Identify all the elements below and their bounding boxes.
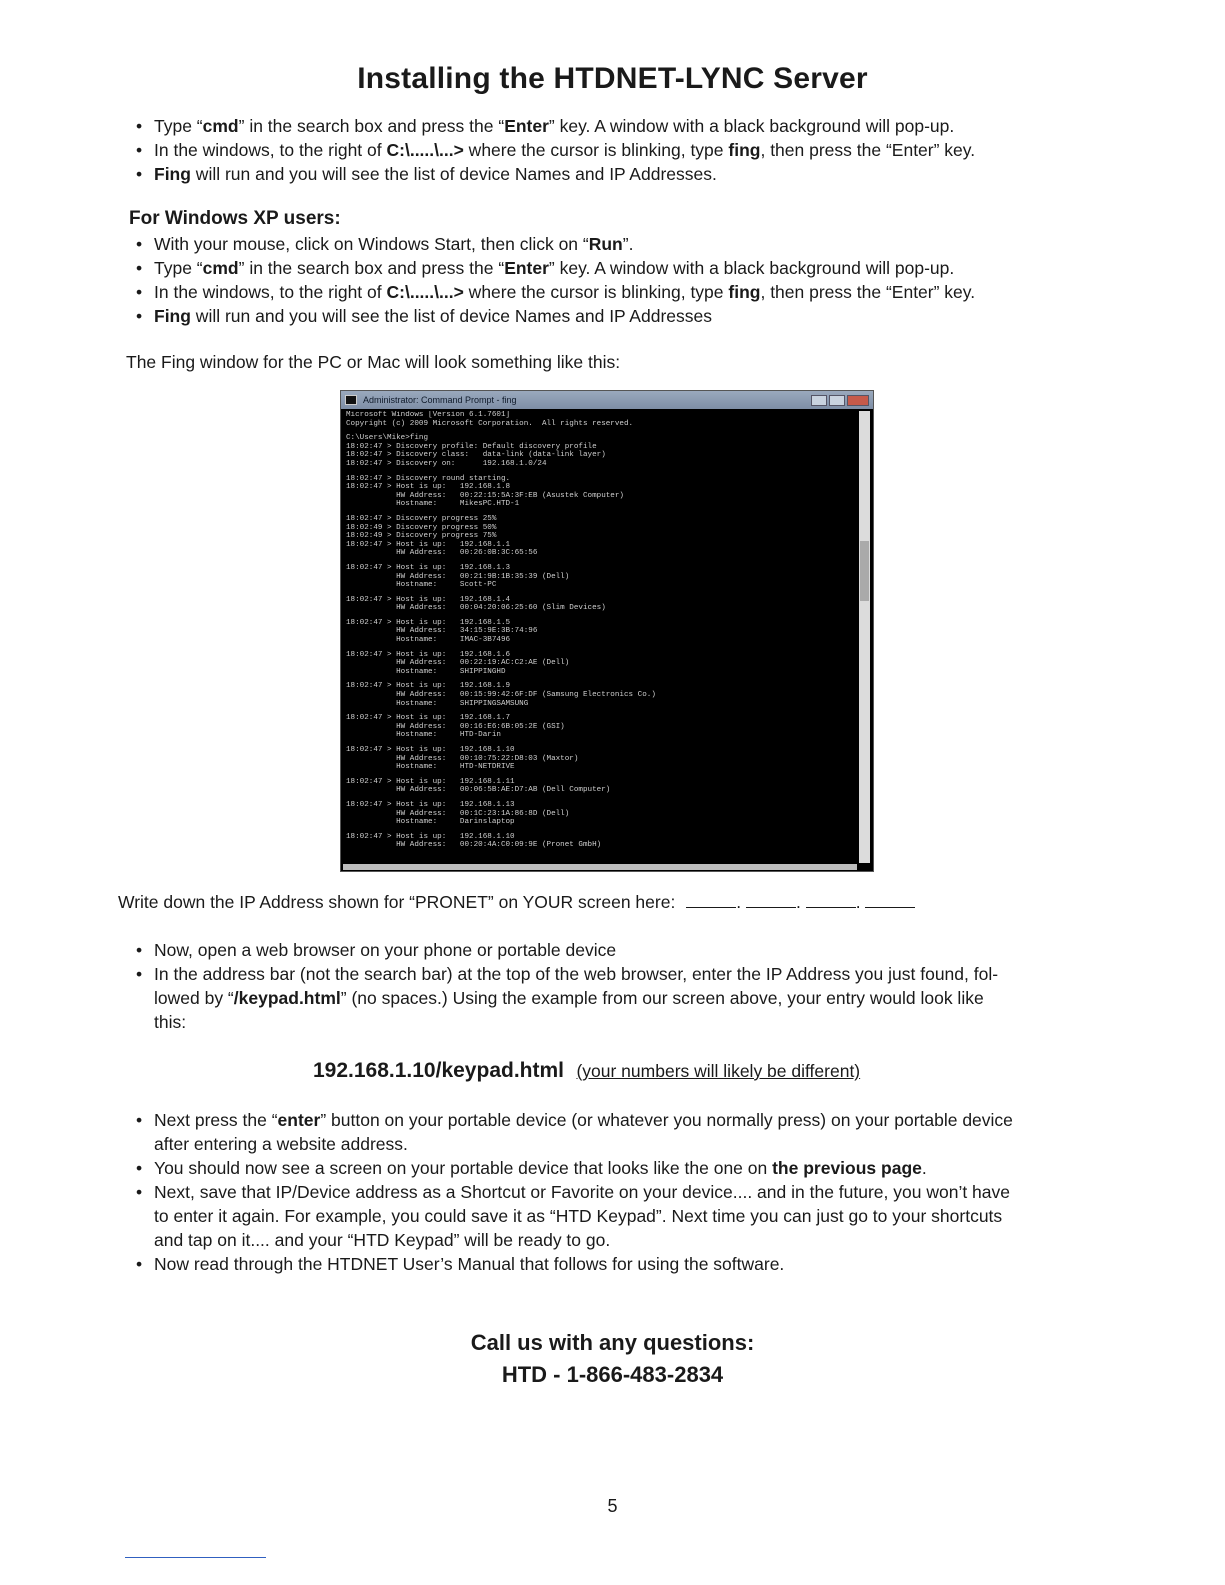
bullet-text: Next press the “ xyxy=(154,1110,278,1130)
bullet-text: Type “ xyxy=(154,258,203,278)
final-steps-list xyxy=(136,1108,1136,1276)
maximize-icon xyxy=(829,395,845,406)
console-line: HW Address: 00:20:4A:C0:09:9E (Pronet GmbH) xyxy=(346,841,602,850)
bullet-text: In the windows, to the right of xyxy=(154,282,387,302)
console-line: 18:02:47 > Host is up: 192.168.1.7 xyxy=(346,714,511,723)
console-line: 18:02:47 > Host is up: 192.168.1.5 xyxy=(346,618,511,627)
console-line: 18:02:47 > Host is up: 192.168.1.8 xyxy=(346,483,511,492)
command-prompt-screenshot xyxy=(340,390,874,872)
bullet-text: . xyxy=(921,1158,927,1178)
bullet-text: ” key. A window with a black background will pop-up. xyxy=(548,116,955,136)
bullet-text: after entering a website address. xyxy=(154,1134,408,1154)
console-line: 18:02:49 > Discovery progress 75% xyxy=(346,532,497,541)
list-item xyxy=(136,114,975,138)
keypad-path: /keypad.html xyxy=(233,988,341,1008)
console-line: Hostname: SHIPPINGHD xyxy=(346,667,506,676)
example-url: 192.168.1.10/keypad.html xyxy=(313,1059,564,1082)
list-item xyxy=(136,1108,1136,1156)
command-prompt-output xyxy=(346,411,855,863)
bullet-text: ” (no spaces.) Using the example from our screen above, your entry would look like xyxy=(340,988,984,1008)
list-item xyxy=(136,304,975,328)
bullet-text: ” key. A window with a black background will pop-up. xyxy=(548,258,955,278)
list-item xyxy=(136,962,1126,1034)
console-line: 18:02:47 > Discovery on: 192.168.1.0/24 xyxy=(346,459,547,468)
contact-heading: Call us with any questions: xyxy=(470,1330,755,1355)
console-line: Hostname: IMAC-3B7496 xyxy=(346,636,511,645)
list-item xyxy=(136,232,975,256)
console-line: 18:02:47 > Discovery round starting. xyxy=(346,474,511,483)
bold-term: fing xyxy=(728,282,761,302)
example-note: (your numbers will likely be different) xyxy=(576,1061,861,1081)
bold-term: Enter xyxy=(504,258,549,278)
bullet-text: Now, open a web browser on your phone or portable device xyxy=(154,940,617,960)
console-line: Copyright (c) 2009 Microsoft Corporation. All rights reserved. xyxy=(346,419,634,428)
console-line: Microsoft Windows [Version 6.1.7601] xyxy=(346,411,511,419)
list-item xyxy=(136,1156,1136,1180)
list-item xyxy=(136,138,975,162)
console-line: HW Address: 00:22:15:5A:3F:EB (Asustek Computer) xyxy=(346,491,624,500)
console-line: HW Address: 00:04:20:06:25:60 (Slim Devices) xyxy=(346,604,606,613)
console-line: HW Address: 00:06:5B:AE:D7:AB (Dell Computer) xyxy=(346,786,611,795)
console-line: HW Address: 00:15:99:42:6F:DF (Samsung Electronics Co.) xyxy=(346,691,656,700)
console-line: 18:02:47 > Host is up: 192.168.1.1 xyxy=(346,540,511,549)
footer-rule xyxy=(125,1557,266,1558)
console-line: 18:02:49 > Discovery progress 50% xyxy=(346,523,497,532)
console-line: HW Address: 00:26:0B:3C:65:56 xyxy=(346,549,538,558)
bullet-text: ”. xyxy=(622,234,634,254)
xp-heading: For Windows XP users: xyxy=(129,208,341,229)
bullet-text: , then press the “Enter” key. xyxy=(760,282,976,302)
console-line: 18:02:47 > Host is up: 192.168.1.6 xyxy=(346,650,511,659)
console-line: Hostname: Darinslaptop xyxy=(346,818,515,827)
console-line: 18:02:47 > Host is up: 192.168.1.9 xyxy=(346,682,511,691)
bold-term: C:\.....\...> xyxy=(386,282,464,302)
page-title: Installing the HTDNET-LYNC Server xyxy=(357,62,868,95)
list-item xyxy=(136,162,975,186)
bullet-text: ” button on your portable device (or whatever you normally press) on your portable device xyxy=(320,1110,1013,1130)
list-item xyxy=(136,1180,1136,1252)
console-line: Hostname: Scott-PC xyxy=(346,581,497,590)
command-prompt-hscrollbar xyxy=(343,864,857,870)
intro-steps-list xyxy=(136,114,975,186)
bullet-text: , then press the “Enter” key. xyxy=(760,140,976,160)
bold-term: Enter xyxy=(504,116,549,136)
write-down-line xyxy=(118,892,915,913)
console-line: C:\Users\Mike>fing xyxy=(346,434,429,443)
minimize-icon xyxy=(811,395,827,406)
ip-dot: . xyxy=(736,892,742,912)
ip-blank-1 xyxy=(686,892,736,908)
list-item xyxy=(136,280,975,304)
command-prompt-title: Administrator: Command Prompt - fing xyxy=(363,395,517,405)
bullet-text: where the cursor is blinking, type xyxy=(463,140,729,160)
bullet-text: where the cursor is blinking, type xyxy=(463,282,729,302)
console-line: HW Address: 00:22:19:AC:C2:AE (Dell) xyxy=(346,659,570,668)
bullet-text: Type “ xyxy=(154,116,203,136)
bold-term: Fing xyxy=(154,306,191,326)
bullet-text: ” in the search box and press the “ xyxy=(238,258,505,278)
ip-blank-4 xyxy=(865,892,915,908)
list-item xyxy=(136,1252,1136,1276)
console-line: 18:02:47 > Discovery progress 25% xyxy=(346,514,497,523)
bold-term: fing xyxy=(728,140,761,160)
console-line: 18:02:47 > Host is up: 192.168.1.4 xyxy=(346,595,511,604)
bold-term: Run xyxy=(588,234,623,254)
bullet-text: ” in the search box and press the “ xyxy=(238,116,505,136)
list-item xyxy=(136,938,1126,962)
enter-key-label: enter xyxy=(277,1110,321,1130)
bullet-text: Next, save that IP/Device address as a Shortcut or Favorite on your device.... and in the future, you won’t have xyxy=(154,1182,1011,1202)
example-url-line xyxy=(313,1059,860,1083)
console-line: HW Address: 00:16:E6:6B:05:2E (GSI) xyxy=(346,722,565,731)
bullet-text: You should now see a screen on your portable device that looks like the one on xyxy=(154,1158,773,1178)
close-icon xyxy=(847,395,869,406)
console-line: 18:02:47 > Host is up: 192.168.1.10 xyxy=(346,746,515,754)
ip-dot: . xyxy=(855,892,861,912)
console-line: 18:02:47 > Host is up: 192.168.1.3 xyxy=(346,563,511,572)
console-line: 18:02:47 > Discovery class: data-link (data-link layer) xyxy=(346,451,606,460)
bullet-text: this: xyxy=(154,1012,187,1032)
xp-steps-list xyxy=(136,232,975,328)
bold-term: C:\.....\...> xyxy=(386,140,464,160)
fing-intro-text: The Fing window for the PC or Mac will look something like this: xyxy=(126,352,621,372)
console-line: Hostname: MikesPC.HTD-1 xyxy=(346,500,520,509)
write-down-text: Write down the IP Address shown for “PRONET” on YOUR screen here: xyxy=(118,892,676,912)
bold-term: cmd xyxy=(202,116,239,136)
previous-page-ref: the previous page xyxy=(772,1158,922,1178)
list-item xyxy=(136,256,975,280)
page-number: 5 xyxy=(607,1496,618,1516)
ip-dot: . xyxy=(795,892,801,912)
ip-blank-2 xyxy=(746,892,796,908)
console-line: HW Address: 34:15:9E:3B:74:96 xyxy=(346,627,538,636)
window-controls xyxy=(811,395,869,406)
bullet-text: to enter it again. For example, you could save it as “HTD Keypad”. Next time you can just go to your shortcuts xyxy=(154,1206,1003,1226)
bullet-text: will run and you will see the list of device Names and IP Addresses. xyxy=(190,164,717,184)
bullet-text: In the address bar (not the search bar) at the top of the web browser, enter the IP Address you just found, fol- xyxy=(154,964,999,984)
console-line: 18:02:47 > Host is up: 192.168.1.10 xyxy=(346,832,515,841)
console-line: Hostname: SHIPPINGSAMSUNG xyxy=(346,699,529,708)
bullet-text: Now read through the HTDNET User’s Manual that follows for using the software. xyxy=(154,1254,785,1274)
browser-steps-list xyxy=(136,938,1126,1034)
console-line: HW Address: 00:10:75:22:D8:03 (Maxtor) xyxy=(346,754,579,763)
bold-term: Fing xyxy=(154,164,191,184)
bold-term: cmd xyxy=(202,258,239,278)
ip-blank-3 xyxy=(806,892,856,908)
console-line: HW Address: 00:1C:23:1A:86:8D (Dell) xyxy=(346,809,570,818)
console-line: 18:02:47 > Host is up: 192.168.1.13 xyxy=(346,800,515,809)
bullet-text: will run and you will see the list of device Names and IP Addresses xyxy=(190,306,712,326)
command-prompt-scrollbar xyxy=(859,411,870,863)
bullet-text: With your mouse, click on Windows Start, then click on “ xyxy=(154,234,589,254)
command-prompt-icon xyxy=(345,395,357,405)
console-line: Hostname: HTD-NETDRIVE xyxy=(346,763,515,772)
console-line: Hostname: HTD-Darin xyxy=(346,731,501,740)
bullet-text: In the windows, to the right of xyxy=(154,140,387,160)
console-line: 18:02:47 > Host is up: 192.168.1.11 xyxy=(346,777,515,786)
scrollbar-thumb xyxy=(860,541,869,601)
console-line: 18:02:47 > Discovery profile: Default discovery profile xyxy=(346,442,597,451)
command-prompt-titlebar xyxy=(341,391,873,409)
bullet-text: and tap on it.... and your “HTD Keypad” will be ready to go. xyxy=(154,1230,611,1250)
contact-phone: HTD - 1-866-483-2834 xyxy=(501,1362,724,1387)
bullet-text: lowed by “ xyxy=(154,988,234,1008)
console-line: HW Address: 00:21:9B:1B:35:39 (Dell) xyxy=(346,572,570,581)
